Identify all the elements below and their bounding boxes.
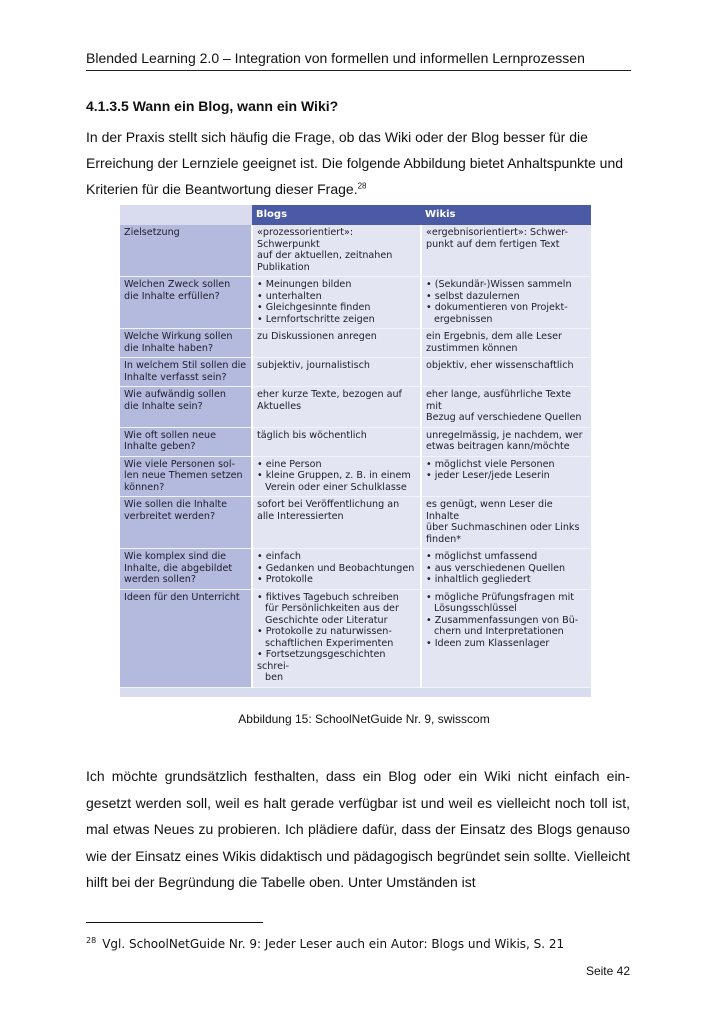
cell-text-line: • eine Person <box>257 458 322 470</box>
cell-text-line: ergebnissen <box>434 313 493 325</box>
cell-text-line: Aktuelles <box>257 400 302 412</box>
section-title: 4.1.3.5 Wann ein Blog, wann ein Wiki? <box>86 98 339 114</box>
question-cell <box>120 329 252 358</box>
table-row <box>120 589 591 687</box>
table-row <box>120 387 591 428</box>
cell-text-line: können? <box>124 481 165 493</box>
cell-text-line: die Inhalte haben? <box>124 342 214 354</box>
cell-text-line: etwas beitragen kann/möchte <box>426 441 570 452</box>
cell-text-line: • Gleichgesinnte finden <box>257 302 371 313</box>
cell-text-line: In welchem Stil sollen die <box>124 360 247 371</box>
cell-text-line: • Protokolle zu naturwissen- <box>257 626 392 637</box>
blogs-cell <box>252 589 421 687</box>
cell-text-line: • Gedanken und Beobachtungen <box>257 562 415 574</box>
question-cell <box>120 456 252 497</box>
cell-text-line: über Suchmaschinen oder Links <box>426 522 580 533</box>
blogs-cell <box>252 427 421 456</box>
column-header-question <box>120 205 252 225</box>
figure-caption: Abbildung 15: SchoolNetGuide Nr. 9, swisscom <box>238 712 490 726</box>
cell-text-line: schaftlichen Experimenten <box>265 637 394 649</box>
cell-text-line: • Zusammenfassungen von Bü- <box>426 614 579 626</box>
cell-text-line: Wie sollen die Inhalte <box>124 499 228 510</box>
body-paragraph: Ich möchte grundsätzlich festhalten, dass ein Blog oder ein Wiki nicht einfach ein-gesetzt werden soll, weil es halt gerade verfügbar ist und weil es vielleicht noch toll ist, mal etwas Neues zu probieren. Ich plädiere dafür, dass der Einsatz des Blogs genauso wie der Einsatz eines Wikis didaktisch und pädagogisch begründet sein sollte. Vielleicht hilft bei der Begründung die Tabelle oben. Unter Umständen ist <box>86 768 630 890</box>
cell-text-line: Geschichte oder Literatur <box>265 614 388 626</box>
cell-text-line: Verein oder einer Schulklasse <box>265 481 407 493</box>
blogs-cell <box>252 329 421 358</box>
wikis-cell <box>421 225 591 277</box>
table-row <box>120 225 591 277</box>
cell-text-line: punkt auf dem fertigen Text <box>426 238 560 250</box>
cell-text-line: • (Sekundär-)Wissen sammeln <box>426 279 572 290</box>
question-cell <box>120 589 252 687</box>
cell-text-line: unregelmässig, je nachdem, wer <box>426 429 583 441</box>
blogs-cell <box>252 358 421 387</box>
cell-text-line: ben <box>265 672 284 683</box>
wikis-cell <box>421 277 591 329</box>
blogs-cell <box>252 497 421 549</box>
wikis-cell <box>421 329 591 358</box>
cell-text-line: alle Interessierten <box>257 510 344 522</box>
wikis-cell <box>421 549 591 590</box>
footnote-reference[interactable]: 28 <box>357 181 367 191</box>
cell-text-line: «prozessorientiert»: Schwerpunkt <box>257 227 354 250</box>
cell-text-line: • dokumentieren von Projekt- <box>426 302 568 313</box>
cell-text-line: • mögliche Prüfungsfragen mit <box>426 591 575 603</box>
cell-text-line: ein Ergebnis, dem alle Leser <box>426 331 562 342</box>
cell-text-line: Ideen für den Unterricht <box>124 591 240 603</box>
cell-text-line: täglich bis wöchentlich <box>257 429 367 441</box>
question-cell <box>120 225 252 277</box>
cell-text-line: • selbst dazulernen <box>426 290 520 302</box>
table-row <box>120 497 591 549</box>
cell-text-line: • unterhalten <box>257 290 322 302</box>
blogs-cell <box>252 549 421 590</box>
cell-text-line: eher lange, ausführliche Texte mit <box>426 389 571 412</box>
cell-text-line: subjektiv, journalistisch <box>257 360 370 371</box>
intro-paragraph <box>86 124 636 202</box>
cell-text-line: finden* <box>426 533 461 545</box>
question-cell <box>120 277 252 329</box>
cell-text-line: auf der aktuellen, zeitnahen <box>257 250 393 261</box>
figure-blog-wiki-table <box>120 205 591 697</box>
cell-text-line: Bezug auf verschiedene Quellen <box>426 412 582 423</box>
cell-text-line: Zielsetzung <box>124 227 180 238</box>
footnote-separator <box>86 922 263 923</box>
cell-text-line: Wie viele Personen sol- <box>124 458 236 470</box>
cell-text-line: • fiktives Tagebuch schreiben <box>257 591 399 603</box>
cell-text-line: für Persönlichkeiten aus der <box>265 603 399 614</box>
cell-text-line: objektiv, eher wissenschaftlich <box>426 360 574 371</box>
comparison-table <box>120 205 591 688</box>
cell-text-line: eher kurze Texte, bezogen auf <box>257 389 402 400</box>
cell-text-line: Inhalte geben? <box>124 441 196 452</box>
cell-text-line: Welchen Zweck sollen <box>124 279 231 290</box>
wikis-cell <box>421 456 591 497</box>
table-row <box>120 549 591 590</box>
blogs-cell <box>252 277 421 329</box>
cell-text-line: Lösungsschlüssel <box>434 603 517 614</box>
cell-text-line: die Inhalte erfüllen? <box>124 290 220 302</box>
page-number: Seite 42 <box>585 964 630 978</box>
cell-text-line: chern und Interpretationen <box>434 626 564 637</box>
cell-text-line: sofort bei Veröffentlichung an <box>257 499 400 510</box>
question-cell <box>120 427 252 456</box>
cell-text-line: Publikation <box>257 261 310 273</box>
table-row <box>120 329 591 358</box>
question-cell <box>120 387 252 428</box>
question-cell <box>120 549 252 590</box>
wikis-cell <box>421 589 591 687</box>
cell-text-line: Wie komplex sind die <box>124 551 227 562</box>
cell-text-line: es genügt, wenn Leser die Inhalte <box>426 499 553 522</box>
cell-text-line: • möglichst umfassend <box>426 551 538 562</box>
cell-text-line: • kleine Gruppen, z. B. in einem <box>257 470 411 481</box>
cell-text-line: • möglichst viele Personen <box>426 458 555 470</box>
cell-text-line: zustimmen können <box>426 342 518 354</box>
cell-text-line: • aus verschiedenen Quellen <box>426 562 566 574</box>
cell-text-line: die Inhalte sein? <box>124 400 203 412</box>
footnote-number: 28 <box>86 936 97 945</box>
table-row <box>120 456 591 497</box>
blogs-cell <box>252 225 421 277</box>
table-row <box>120 427 591 456</box>
cell-text-line: • Meinungen bilden <box>257 279 352 290</box>
cell-text-line: • jeder Leser/jede Leserin <box>426 470 550 481</box>
cell-text-line: zu Diskussionen anregen <box>257 331 377 342</box>
intro-text: In der Praxis stellt sich häufig die Frage, ob das Wiki oder der Blog besser für die Erreichung der Lernziele geeignet ist. Die folgende Abbildung bietet Anhaltspunkte und Kriterien für die Beantwortung dieser Frage. <box>86 129 624 197</box>
column-header-blogs: Blogs <box>252 205 421 225</box>
cell-text-line: Inhalte, die abgebildet <box>124 562 233 574</box>
wikis-cell <box>421 387 591 428</box>
cell-text-line: • einfach <box>257 551 301 562</box>
wikis-cell <box>421 497 591 549</box>
table-row <box>120 358 591 387</box>
table-body <box>120 225 591 687</box>
cell-text-line: Inhalte verfasst sein? <box>124 371 227 383</box>
cell-text-line: verbreitet werden? <box>124 510 216 522</box>
cell-text-line: • inhaltlich gegliedert <box>426 574 531 585</box>
running-header: Blended Learning 2.0 – Integration von formellen und informellen Lernprozessen <box>86 50 631 71</box>
cell-text-line: • Ideen zum Klassenlager <box>426 637 550 649</box>
footnote-text: Vgl. SchoolNetGuide Nr. 9: Jeder Leser auch ein Autor: Blogs und Wikis, S. 21 <box>102 937 565 951</box>
cell-text-line: Wie aufwändig sollen <box>124 389 226 400</box>
table-header-row <box>120 205 591 225</box>
blogs-cell <box>252 387 421 428</box>
wikis-cell <box>421 427 591 456</box>
cell-text-line: Wie oft sollen neue <box>124 429 216 441</box>
cell-text-line: • Protokolle <box>257 574 313 585</box>
question-cell <box>120 497 252 549</box>
cell-text-line: • Lernfortschritte zeigen <box>257 313 375 325</box>
column-header-wikis: Wikis <box>421 205 591 225</box>
footnote <box>86 936 564 951</box>
cell-text-line: • Fortsetzungsgeschichten schrei- <box>257 649 386 672</box>
cell-text-line: werden sollen? <box>124 574 196 585</box>
cell-text-line: Welche Wirkung sollen <box>124 331 233 342</box>
question-cell <box>120 358 252 387</box>
blogs-cell <box>252 456 421 497</box>
cell-text-line: «ergebnisorientiert»: Schwer- <box>426 227 569 238</box>
wikis-cell <box>421 358 591 387</box>
table-row <box>120 277 591 329</box>
cell-text-line: len neue Themen setzen <box>124 470 243 481</box>
